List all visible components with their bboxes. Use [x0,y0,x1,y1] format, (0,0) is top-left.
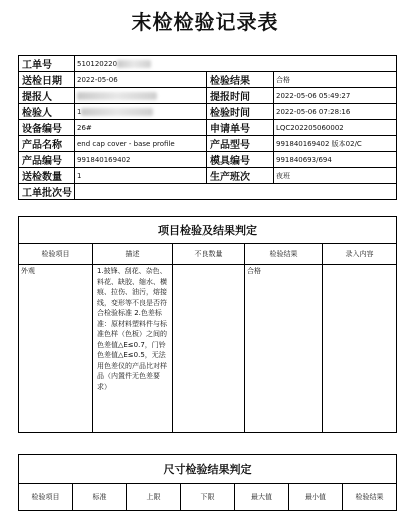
product-code-label: 产品编号 [19,152,75,168]
dimension-section-title: 尺寸检验结果判定 [19,455,397,484]
inspect-time-label: 检验时间 [207,104,274,120]
inspection-item: 外观 [19,265,93,433]
product-model-label: 产品型号 [207,136,274,152]
result-label: 检验结果 [207,72,274,88]
work-order-value: 510120220 [77,59,118,68]
inspector-value: 1 [77,107,82,116]
mold-label: 模具编号 [207,152,274,168]
inspector-cell [75,104,207,120]
work-order-label: 工单号 [19,56,75,72]
column-header: 下限 [181,484,235,511]
column-header: 上限 [127,484,181,511]
mold-value: 991840693/694 [274,152,397,168]
qty-label: 送检数量 [19,168,75,184]
table-row [19,168,397,184]
column-header: 检验项目 [19,244,93,265]
redacted-mask [81,108,153,116]
table-row [19,120,397,136]
result-value: 合格 [274,72,397,88]
shift-value: 夜班 [274,168,397,184]
request-value: LQC202205060002 [274,120,397,136]
table-row [19,104,397,120]
report-time-label: 提报时间 [207,88,274,104]
defect-quantity [173,265,245,433]
dimension-table [18,454,397,511]
column-header: 检验结果 [245,244,323,265]
column-header: 标准 [73,484,127,511]
column-header: 描述 [93,244,173,265]
shift-label: 生产班次 [207,168,274,184]
table-row [19,455,397,484]
column-header: 不良数量 [173,244,245,265]
device-label: 设备编号 [19,120,75,136]
redacted-mask [117,60,151,68]
table-row [19,152,397,168]
product-code-value: 991840169402 [75,152,207,168]
batch-label: 工单批次号 [19,184,75,200]
table-row [19,184,397,200]
table-row [19,217,397,244]
entry-content [323,265,397,433]
table-row [19,88,397,104]
submit-date-label: 送检日期 [19,72,75,88]
page-title: 末检检验记录表 [131,10,279,34]
inspection-description: 1.披锋、刮花、杂色、料花、缺胶、缩水、横痕、拉伤、油污，熔接线，变形等不良是否符合检验标准 2.色差标准：原材料塑料件与标准色样（色板）之间的色差值△E≤0.7，门铃色差值△E≤0.5，无法用色差仪的产品比对样品（内置件无色差要求） [97,267,167,391]
qty-value: 1 [75,168,207,184]
work-order-cell [75,56,397,72]
table-row [19,72,397,88]
inspection-description-cell [93,265,173,433]
inspector-label: 检验人 [19,104,75,120]
product-name-label: 产品名称 [19,136,75,152]
column-header: 检验结果 [343,484,397,511]
reporter-label: 提报人 [19,88,75,104]
report-time-value: 2022-05-06 05:49:27 [274,88,397,104]
table-header-row [19,484,397,511]
table-row [19,136,397,152]
column-header: 最小值 [289,484,343,511]
column-header: 录入内容 [323,244,397,265]
table-row [19,265,397,433]
request-label: 申请单号 [207,120,274,136]
batch-value [75,184,397,200]
inspection-section-title: 项目检验及结果判定 [19,217,397,244]
table-row [19,56,397,72]
table-header-row [19,244,397,265]
column-header: 检验项目 [19,484,73,511]
product-model-value: 991840169402 版本02/C [274,136,397,152]
redacted-mask [77,92,157,100]
inspection-result: 合格 [245,265,323,433]
inspection-table [18,216,397,433]
device-value: 26# [75,120,207,136]
reporter-cell [75,88,207,104]
product-name-value: end cap cover - base profile [75,136,207,152]
submit-date-value: 2022-05-06 [75,72,207,88]
basic-info-table [18,55,397,200]
inspect-time-value: 2022-05-06 07:28:16 [274,104,397,120]
column-header: 最大值 [235,484,289,511]
